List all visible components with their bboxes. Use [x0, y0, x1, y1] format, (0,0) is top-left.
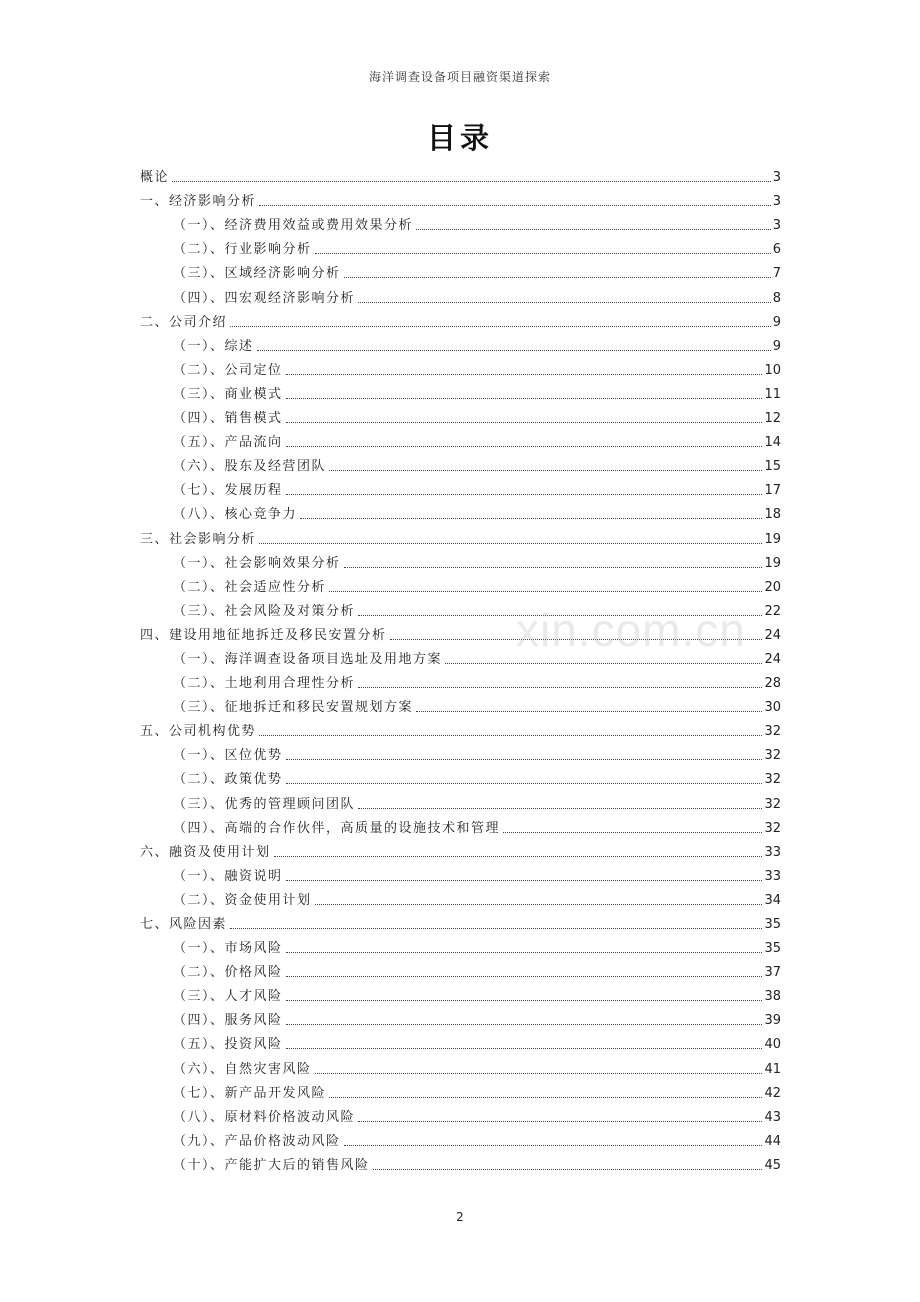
toc-page-number: 39 [764, 1013, 781, 1029]
toc-entry-text: （二）、土地利用合理性分析 [173, 676, 356, 692]
toc-page-number: 33 [764, 844, 781, 860]
toc-dot-leader [344, 277, 771, 278]
toc-dot-leader [274, 856, 763, 857]
toc-dot-leader [445, 663, 762, 664]
toc-dot-leader [172, 181, 771, 182]
toc-section-entry[interactable] [140, 475, 781, 499]
table-of-contents [140, 162, 781, 1174]
toc-section-entry[interactable] [140, 692, 781, 716]
toc-page-number: 38 [764, 989, 781, 1005]
toc-chapter-entry[interactable] [140, 186, 781, 210]
toc-dot-leader [286, 422, 763, 423]
toc-page-number: 24 [764, 627, 781, 643]
toc-page-number: 42 [764, 1085, 781, 1101]
toc-entry-text: （一）、社会影响效果分析 [173, 555, 341, 571]
toc-entry-text: 七、风险因素 [140, 917, 228, 932]
toc-entry-text: （五）、产品流向 [173, 435, 283, 451]
toc-page-number: 44 [764, 1133, 781, 1149]
toc-page-number: 18 [764, 507, 781, 523]
toc-entry-text: （五）、投资风险 [173, 1037, 283, 1053]
toc-section-entry[interactable] [140, 933, 781, 957]
toc-page-number: 37 [764, 965, 781, 981]
toc-dot-leader [286, 1024, 763, 1025]
toc-page-number: 40 [764, 1037, 781, 1053]
toc-page-number: 8 [772, 290, 781, 306]
toc-dot-leader [286, 398, 763, 399]
toc-section-entry[interactable] [140, 379, 781, 403]
toc-entry-text: （三）、征地拆迁和移民安置规划方案 [173, 700, 414, 716]
toc-dot-leader [315, 253, 771, 254]
toc-entry-text: 二、公司介绍 [140, 314, 228, 330]
toc-section-entry[interactable] [140, 957, 781, 981]
toc-entry-text: （六）、自然灾害风险 [173, 1061, 312, 1077]
toc-section-entry[interactable] [140, 572, 781, 596]
toc-entry-text: （八）、核心竞争力 [173, 507, 298, 523]
toc-entry-text: （一）、融资说明 [173, 868, 283, 884]
toc-dot-leader [286, 374, 763, 375]
toc-page-number: 11 [764, 386, 781, 402]
toc-chapter-entry[interactable] [140, 837, 781, 861]
toc-section-entry[interactable] [140, 548, 781, 572]
toc-section-entry[interactable] [140, 764, 781, 788]
toc-page-number: 22 [764, 603, 781, 619]
toc-chapter-entry[interactable] [140, 162, 781, 186]
toc-page-number: 32 [764, 820, 781, 836]
toc-entry-text: 概论 [140, 170, 170, 186]
toc-entry-text: （七）、新产品开发风险 [173, 1085, 327, 1101]
toc-dot-leader [286, 1000, 763, 1001]
toc-section-entry[interactable] [140, 740, 781, 764]
toc-entry-text: （九）、产品价格波动风险 [173, 1133, 341, 1149]
toc-page-number: 17 [764, 483, 781, 499]
toc-page-number: 3 [772, 194, 781, 210]
toc-section-entry[interactable] [140, 813, 781, 837]
toc-section-entry[interactable] [140, 403, 781, 427]
toc-section-entry[interactable] [140, 282, 781, 306]
toc-section-entry[interactable] [140, 1078, 781, 1102]
toc-page-number: 41 [764, 1061, 781, 1077]
toc-entry-text: （三）、社会风险及对策分析 [173, 603, 356, 619]
toc-section-entry[interactable] [140, 885, 781, 909]
toc-section-entry[interactable] [140, 668, 781, 692]
toc-entry-text: （一）、区位优势 [173, 748, 283, 764]
toc-entry-text: （八）、原材料价格波动风险 [173, 1109, 356, 1125]
toc-page-number: 32 [764, 772, 781, 788]
toc-entry-text: （三）、优秀的管理顾问团队 [173, 796, 356, 812]
toc-section-entry[interactable] [140, 1029, 781, 1053]
toc-dot-leader [358, 687, 762, 688]
page-number: 2 [456, 1210, 464, 1224]
toc-dot-leader [259, 735, 762, 736]
toc-page-number: 24 [764, 651, 781, 667]
toc-dot-leader [286, 952, 763, 953]
toc-page-number: 19 [764, 531, 781, 547]
toc-section-entry[interactable] [140, 331, 781, 355]
toc-entry-text: （一）、经济费用效益或费用效果分析 [173, 218, 414, 234]
toc-dot-leader [416, 711, 762, 712]
toc-dot-leader [286, 446, 763, 447]
toc-dot-leader [358, 302, 771, 303]
toc-dot-leader [358, 1121, 762, 1122]
toc-page-number: 12 [764, 411, 781, 427]
toc-dot-leader [329, 470, 762, 471]
toc-entry-text: （一）、市场风险 [173, 941, 283, 957]
toc-dot-leader [286, 783, 763, 784]
toc-page-number: 15 [764, 459, 781, 475]
toc-page-number: 7 [772, 266, 781, 282]
toc-entry-text: （四）、服务风险 [173, 1013, 283, 1029]
toc-page-number: 35 [764, 917, 781, 932]
toc-entry-text: （二）、社会适应性分析 [173, 579, 327, 595]
toc-entry-text: （二）、公司定位 [173, 362, 283, 378]
toc-page-number: 43 [764, 1109, 781, 1125]
toc-dot-leader [286, 880, 763, 881]
toc-entry-text: 四、建设用地征地拆迁及移民安置分析 [140, 627, 387, 643]
toc-dot-leader [286, 759, 763, 760]
toc-section-entry[interactable] [140, 1150, 781, 1174]
toc-page-number: 20 [764, 579, 781, 595]
toc-page-number: 10 [764, 362, 781, 378]
toc-chapter-entry[interactable] [140, 307, 781, 331]
toc-dot-leader [329, 1097, 762, 1098]
toc-dot-leader [416, 229, 771, 230]
toc-page-number: 33 [764, 868, 781, 884]
toc-dot-leader [315, 904, 763, 905]
toc-section-entry[interactable] [140, 258, 781, 282]
toc-dot-leader [286, 494, 763, 495]
toc-dot-leader [329, 591, 762, 592]
toc-page-number: 9 [772, 314, 781, 330]
toc-section-entry[interactable] [140, 1102, 781, 1126]
toc-entry-text: 三、社会影响分析 [140, 531, 257, 547]
running-header: 海洋调查设备项目融资渠道探索 [368, 70, 551, 84]
toc-page-number: 6 [772, 242, 781, 258]
toc-dot-leader [286, 976, 763, 977]
toc-dot-leader [373, 1169, 763, 1170]
toc-dot-leader [286, 1048, 763, 1049]
toc-entry-text: 五、公司机构优势 [140, 724, 257, 740]
toc-section-entry[interactable] [140, 1053, 781, 1077]
toc-entry-text: （四）、高端的合作伙伴，高质量的设施技术和管理 [173, 820, 501, 836]
toc-dot-leader [230, 326, 771, 327]
toc-dot-leader [257, 350, 771, 351]
toc-entry-text: （四）、四宏观经济影响分析 [173, 290, 356, 306]
toc-entry-text: 一、经济影响分析 [140, 194, 257, 210]
toc-chapter-entry[interactable] [140, 909, 781, 933]
toc-page-number: 28 [764, 676, 781, 692]
toc-entry-text: （二）、政策优势 [173, 772, 283, 788]
toc-section-entry[interactable] [140, 861, 781, 885]
toc-section-entry[interactable] [140, 234, 781, 258]
toc-dot-leader [230, 928, 762, 929]
toc-chapter-entry[interactable] [140, 716, 781, 740]
toc-page-number: 32 [764, 796, 781, 812]
toc-page-number: 35 [764, 941, 781, 957]
toc-entry-text: （二）、行业影响分析 [173, 242, 312, 258]
toc-dot-leader [259, 543, 762, 544]
toc-dot-leader [300, 518, 762, 519]
toc-section-entry[interactable] [140, 355, 781, 379]
toc-section-entry[interactable] [140, 499, 781, 523]
toc-section-entry[interactable] [140, 210, 781, 234]
toc-entry-text: （三）、区域经济影响分析 [173, 266, 341, 282]
toc-page-number: 3 [772, 170, 781, 186]
toc-page-number: 9 [772, 338, 781, 354]
toc-entry-text: （七）、发展历程 [173, 483, 283, 499]
toc-section-entry[interactable] [140, 451, 781, 475]
watermark: xin.com.cn [516, 604, 746, 656]
toc-chapter-entry[interactable] [140, 523, 781, 547]
toc-section-entry[interactable] [140, 788, 781, 812]
toc-section-entry[interactable] [140, 1126, 781, 1150]
toc-section-entry[interactable] [140, 427, 781, 451]
toc-dot-leader [503, 832, 762, 833]
toc-title: 目录 [426, 121, 493, 155]
toc-dot-leader [344, 567, 763, 568]
toc-page-number: 3 [772, 218, 781, 234]
toc-entry-text: 六、融资及使用计划 [140, 844, 271, 860]
toc-entry-text: （六）、股东及经营团队 [173, 459, 327, 475]
toc-entry-text: （十）、产能扩大后的销售风险 [173, 1157, 370, 1173]
toc-dot-leader [358, 808, 762, 809]
toc-page-number: 45 [764, 1157, 781, 1173]
toc-page-number: 19 [764, 555, 781, 571]
toc-entry-text: （三）、商业模式 [173, 386, 283, 402]
toc-entry-text: （二）、价格风险 [173, 965, 283, 981]
toc-page-number: 32 [764, 724, 781, 740]
toc-entry-text: （一）、综述 [173, 338, 254, 354]
toc-entry-text: （三）、人才风险 [173, 989, 283, 1005]
toc-page-number: 14 [764, 435, 781, 451]
toc-page-number: 34 [764, 892, 781, 908]
toc-dot-leader [315, 1073, 763, 1074]
toc-entry-text: （二）、资金使用计划 [173, 892, 312, 908]
toc-page-number: 32 [764, 748, 781, 764]
toc-entry-text: （四）、销售模式 [173, 411, 283, 427]
toc-section-entry[interactable] [140, 1005, 781, 1029]
toc-section-entry[interactable] [140, 981, 781, 1005]
toc-dot-leader [344, 1145, 763, 1146]
toc-entry-text: （一）、海洋调查设备项目选址及用地方案 [173, 651, 443, 667]
toc-page-number: 30 [764, 700, 781, 716]
toc-dot-leader [259, 205, 771, 206]
